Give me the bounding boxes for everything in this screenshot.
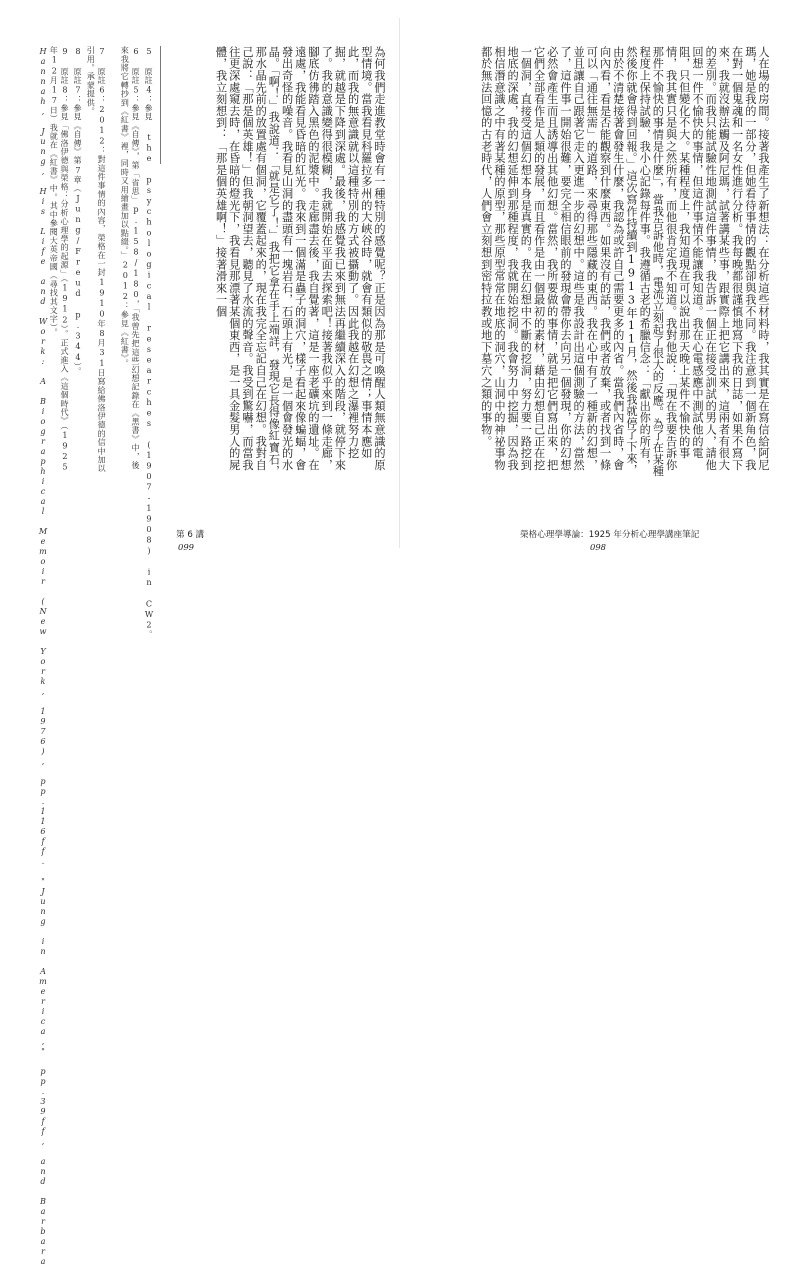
footnotes <box>38 46 154 1266</box>
running-footer: 榮格心理學導論：1925 年分析心理學講座筆記 <box>520 530 700 540</box>
chapter-footer: 第 6 講 <box>176 530 205 540</box>
left-page-body-text: 為何我們走進教堂時會有一種特別的感覺呢？正是因為那是可喚醒人類無意識的原型情境。當我看見科羅拉多州的大峽谷時，就會有類似的敬畏之情；事情本應如此，而我的無意識就以這種特別的方式被攝動了。因此我越在幻想之瀑裡努力挖掘，就越是下降到深處。最後，我感覺我已來到無法再繼續深入的階段，就停下來了。我的意識變得很模糊，我就開始在平面去探索吧！接著我似乎來到一條走廊，腳底仿彿踏入黑色的泥漿中。走廊盡去後，我自覺著，這是一座老礦坑的遺址。在遠處，我能看見昏暗的紅光。我來到一個滿是蟲子的洞穴，樣子看起來像蝙蝠，會發出奇怪的噪音。我看見山洞的盡頭有一塊岩石，石頭上有光，是一個會發光的水晶。「啊！」我說道：「就是它了！」我把它拿在手上端詳，發現它長得像紅寶石，那水晶先前的放置處有個洞，它覆蓋起來的，現在我完全忘記自己在幻想。我對自己說：「那是個英雄！」但我朝洞望去，聽見了水流的聲音。我受到驚嚇，而當我往更深處窺去時，在昏暗的燈光下，我看見那漂著某個東西，是一具金髮男人的屍體，我立刻想到：「那是個英雄啊！」接著滑來一個 <box>214 46 386 477</box>
right-page-body-text: 人在場的房間。接著我產生了新想法：在分析這些材料時，我其實是在寫信給阿尼瑪，她是我的一部分，但她看待事情的觀點卻與我不同。我注意到一個新角色，我在對一個鬼魂和一名女性進行分析。我每晚都很謹慎地寫下我的日誌，如果不寫下來，我就沒辦法觸及阿尼瑪，試著講某些事，跟實際上把它講出來，這兩者有很大的差別。而我只能試驗性地測試這件事情，我告訴一個正在接受訓試的男人，請他回想一件不愉快的事情，但這件事情不能讓我知道。我在心電感應中測試他的電阻，只但變化不大。某種程度上，我知道現在可以說出那天晚上某件不愉快的事情，我其實只是與之然所有，而他很肯定我不知道。我對他說：「現在我要告訴你那件不愉快的事情是什麼」，當我告訴他時，電流立刻起了很大的反應。為了在某種程度上保持試驗，我小心記錄每件事。我遵循古老的希臘信念：「獻出你的所有，然後你就會得到回報。」這次寫作持續到1913年11月，然後我就停了下來，由於不清楚接著會發生什麼，我認為或許自己需要更多的內省。當我們內省時，會向內看，看是否能觀察到什麼東西。如果沒有的話，我們或者放棄，或者找到一條可以「通往無需」的道路，來尋得那些隱藏的東西。我在心中有了一種新的幻想，並且讓自己跟著它走入更進一步的幻想中。這些是我設計出這個測驗的方法，當然了，這件事一開始很難，要完全相信眼前的發現會帶你去向另一個發現，你的幻想必然會產生而且誘導出其他幻想。當然，我所要做的事情，就是把它們寫出來，把它們全部看作是人類的發展，而且看作是由一個最初的素材，藉由幻想自己正在挖一個洞，直接受這個幻想本身是真實的。我在幻想中不斷的挖洞，努力要一路挖到地底的深處，我的幻想延伸到那種程度，我就開始挖洞。我會努力中挖掘，因為我相信潛意識之中有著某種的原型，那些原型常常在地底的洞穴，山洞中的神祕事物都於無法回憶的古老時代，人們會立刻想到密特拉教或地下墓穴之類的事物。 <box>479 46 770 477</box>
footnote: 5 原註4：參見 the psychological researches (1907-1908) in CW2。 <box>144 46 154 639</box>
footnote-rule <box>160 46 161 164</box>
footnote: 9 原註8：參見「佛洛伊德與榮格：分析心理學的起源」（1912）。正式進入《這個時代》（1925年12月17日）我就在《紅書》中。其中參閱大英帝國（尋找其文字）。 <box>49 46 70 473</box>
footnote: 8 原註7：參見《自傳》第7章（Jung/Freud p.344）。 <box>73 46 83 376</box>
right-page-number: 098 <box>590 542 606 552</box>
footnote: Hannah, Jung, His Life and Work: A Biographical Memoir (New York, 1976), pp.116ff. "Jung in America," pp.39ff, and Barbara <box>38 46 48 1266</box>
page-gutter <box>399 18 400 548</box>
footnote: 7 原註6：2012：對這件事情的內容，榮格在一封1910年8月31日寫給佛洛伊德的信中加以引用。承蒙提供。 <box>86 46 107 473</box>
footnote: 6 原註5：參見《自傳》，第「省思」p.158/180，「我曾先把這些幻想記錄在《黑書》中，後來我將它轉抄到《紅書》裡，同時又用繪畫加以點綴。」2012：參見《紅書》。 <box>120 46 141 470</box>
left-page-number: 099 <box>178 542 194 552</box>
